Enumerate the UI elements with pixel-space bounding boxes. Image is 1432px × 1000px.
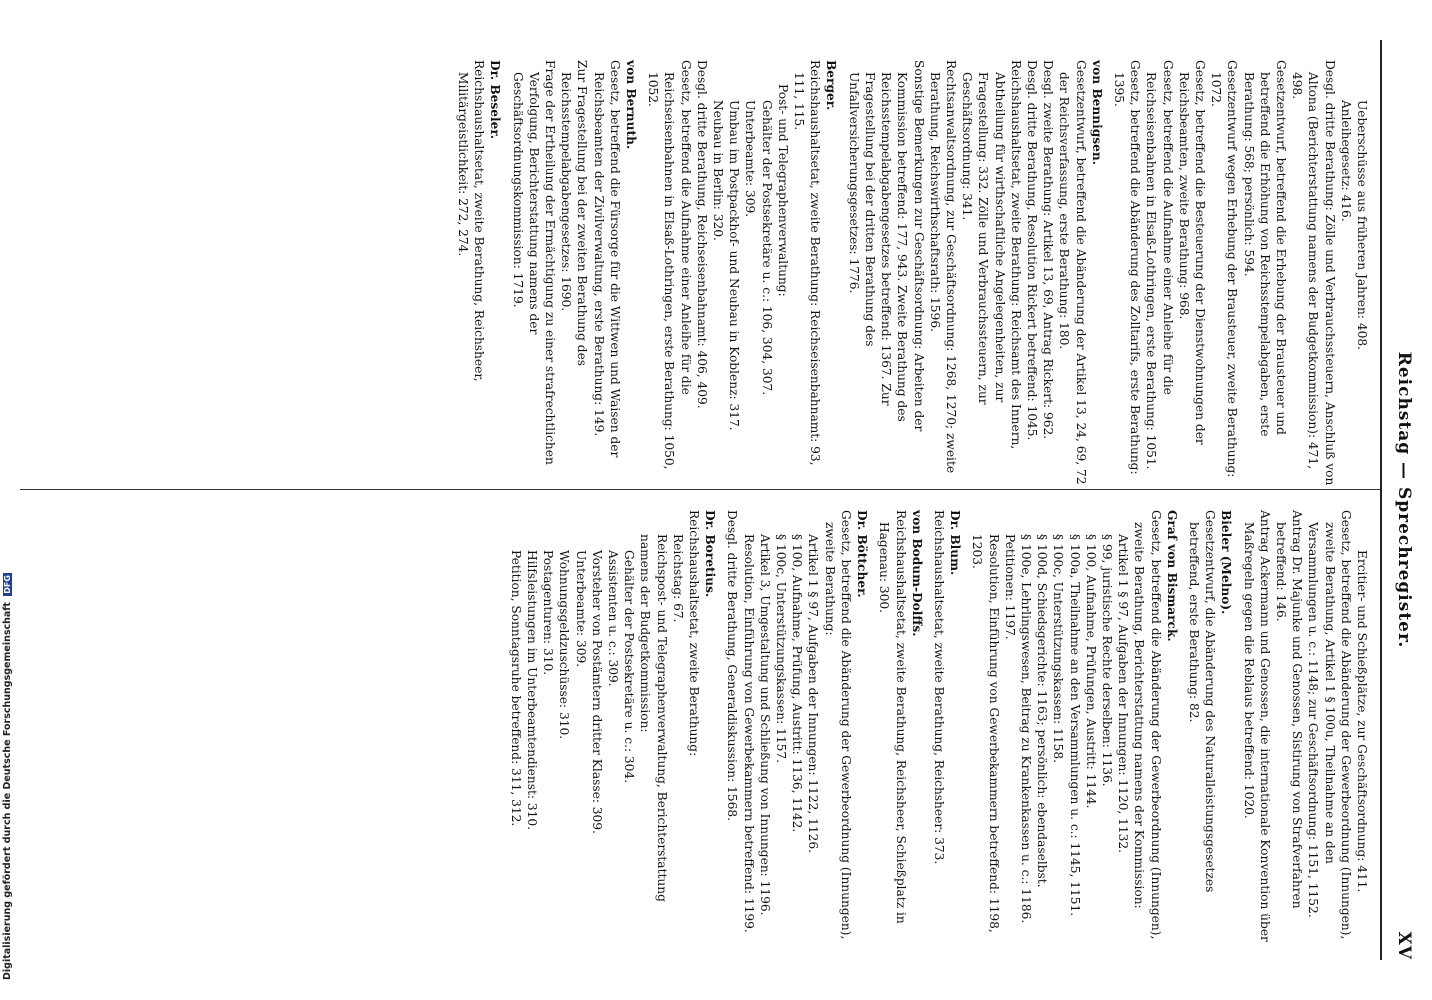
speaker-name: von Bernuth. [624,60,639,150]
register-entry: Postagenturen: 310. [541,550,556,676]
register-entry: Unterbeamte: 309. [573,550,588,668]
page-title: Reichstag — Sprechregister. [1394,351,1414,649]
register-entry: Desgl. dritte Berathung: Zölle und Verbrauchssteuern, Anschluß von Altona (Berichterstattung namens der Budgetkommission): 471, 498. [1290,60,1337,486]
register-entry: Resolution, Einführung von Gewerbekammern betreffend: 1198, 1203. [970,534,1001,933]
register-entry: Desgl. dritte Berathung, Reichseisenbahnamt: 406, 409. [694,60,709,409]
speaker-name: von Bennigsen. [1089,60,1104,165]
register-entry: Gesetz, betreffend die Aufnahme einer Anleihe für die Reichseisenbahnen in Elsaß-Lothringen, erste Berathung: 1051. [1144,60,1175,470]
register-entry: Gesetz, betreffend die Abänderung der Gewerbeordnung (Innungen), zweite Berathung, Artikel 1 § 100u, Theilnahme an den Versammlungen u. c.: 1148; zur Geschäftsordnung: 1151, 1152. [1306,510,1353,940]
speaker-name: Dr. Böttcher. [855,510,870,598]
register-entry: Petitionen: 1197. [1002,534,1017,640]
page-number: XV [1394,931,1414,960]
register-entry: Gesetz, betreffend die Fürsorge für die Wittwen und Waisen der Reichsbeamten der Zivilverwaltung, erste Berathung: 149. [591,60,622,458]
register-entry: Umbau im Postpackhof- und Neubau in Koblenz: 317. [727,100,742,431]
speaker-name: Graf von Bismarck. [1164,510,1179,642]
register-entry: Gesetzentwurf wegen Erhebung der Brausteuer, zweite Berathung: 1072. [1209,60,1240,478]
register-entry: Anleihegesetz: 416. [1338,100,1353,222]
register-entry: Antrag Dr. Majunke und Genossen, Sistirung von Strafverfahren betreffend: 146. [1273,510,1305,909]
register-entry: § 100c, Unterstützungskassen: 1158. [1051,534,1066,764]
register-entry: Desgl. dritte Berathung, Generaldiskussion: 1568. [725,510,740,822]
register-entry: Gehälter der Postsekretäre u. c.: 304. [622,550,637,784]
register-entry: Assistenten u. c.: 309. [606,550,621,687]
dfg-logo-icon: DFG [3,575,12,594]
register-entry: Petition, Sonntagsruhe betreffend: 311, 312. [508,550,523,827]
register-entry: Wohnungsgeldzuschüsse: 310. [557,550,572,740]
right-column [508,510,1370,945]
register-entry: Unterbeamte: 309. [743,100,758,218]
register-entry: Rechtsanwaltsordnung, zur Geschäftsordnung: 1268, 1270; zweite Berathung, Reichswirthschaftsrath: 1596. [927,60,958,474]
register-entry: Gesetzentwurf, die Abänderung des Naturalleistungsgesetzes betreffend, erste Berathung: 82. [1186,510,1218,893]
register-entry: Reichspost- und Telegraphenverwaltung, Berichterstattung namens der Budgetkommission: [638,534,669,902]
register-entry: § 100d, Schiedsgerichte: 1163; persönlich: ebendaselbst. [1035,534,1050,888]
register-entry: Neubau in Berlin: 320. [711,100,726,241]
speaker-name: Bieler (Melno). [1219,510,1234,615]
register-entry: Reichshaushaltsetat, zweite Berathung, Reichsheer, Schießplatz in Hagenau: 300. [877,510,908,924]
register-entry: Reichstag: 67. [670,534,685,623]
register-entry: Ueberschüsse aus früheren Jahren: 408. [1355,100,1369,350]
left-column [455,60,1370,495]
speaker-name: Berger. [824,60,839,111]
register-entry: Desgl. zweite Berathung: Artikel 13, 69, Antrag Rickert: 962. [1041,60,1056,440]
register-entry: Gesetz, betreffend die Abänderung der Gewerbeordnung (Innungen), zweite Berathung: [822,510,853,940]
header-rule [1380,40,1382,960]
register-entry: Gesetzentwurf, betreffend die Abänderung der Artikel 13, 24, 69, 72 der Reichsverfassung, erste Berathung: 180. [1057,60,1088,485]
register-entry: Gesetz, betreffend die Abänderung der Gewerbeordnung (Innungen), zweite Berathung, Berichterstattung namens der Kommission: [1132,510,1163,940]
register-entry: Reichshaushaltsetat, zweite Berathung: Reichseisenbahnamt: 93, 111, 115. [792,60,823,466]
register-entry: Reichshaushaltsetat, zweite Berathung, Reichsheer, Militärgeistlichkeit: 272, 274. [456,60,487,382]
speaker-name: Dr. Boretius. [703,510,718,598]
register-entry: Frage der Ertheilung der Ermächtigung zu einer strafrechtlichen Verfolgung, Berichterstattung namens der Geschäftsordnungskommission: 1719. [510,60,558,465]
register-entry: Post- und Telegraphenverwaltung: [775,84,790,297]
register-entry: Artikel 1 § 97, Aufgaben der Innungen: 1122, 1126. [806,534,821,854]
register-entry: Hilfsleistungen im Unterbeamtendienst: 310. [525,550,540,830]
register-entry: Gehälter der Postsekretäre u. c.: 106, 304, 307. [759,100,774,396]
page-header [1390,40,1414,960]
register-entry: § 100, Aufnahme, Prüfung, Austritt: 1136, 1142. [790,534,805,833]
register-entry: § 100, Aufnahme, Prüfungen, Austritt: 1144. [1083,534,1098,809]
register-entry: Sonstige Bemerkungen zur Geschäftsordnung: Arbeiten der Kommission betreffend: 177, 943. Zweite Berathung des Reichsstempelabgabengesetzes betreffend: 1367. Zur Fragestellung bei der dritten Berathung des Unfallversicherungsgesetzes: 1776. [846,60,926,432]
register-entry: Gesetzentwurf, betreffend die Erhebung der Brausteuer und betreffend die Erhöhung von Reichsstempelabgaben, erste Berathung: 568; persönlich: 594. [1241,60,1288,437]
register-entry: Reichshaushaltsetat, zweite Berathung: Reichsamt des Innern, Abtheilung für wirthschaftliche Angelegenheiten, zur Fragestellung: 332. Zölle und Verbrauchssteuern, zur Geschäftsordnung: 341. [960,60,1023,450]
footer-text [2,575,13,980]
register-entry: Gesetz, betreffend die Abänderung des Zolltarifs, erste Berathung: 1395. [1111,60,1143,475]
register-entry: Gesetz, betreffend die Besteuerung der Dienstwohnungen der Reichsbeamten, zweite Berathung: 968. [1176,60,1207,445]
register-entry: § 100e, Lehrlingswesen, Beitrag zu Krankenkassen u. c.: 1186. [1018,534,1033,924]
register-entry: Artikel 3, Umgestaltung und Schließung von Innungen: 1196. [757,534,772,916]
register-entry: Reichshaushaltsetat, zweite Berathung: [687,510,702,757]
register-entry: Ercitier- und Schießplätze, zur Geschäftsordnung: 411. [1355,550,1369,893]
footer-credit: Digitalisierung gefördert durch die Deutsche Forschungsgemeinschaft [2,602,13,980]
speaker-name: Dr. Blum. [948,510,963,576]
register-entry: § 100a, Theilnahme an den Versammlungen u. c.: 1145, 1151. [1067,534,1082,917]
register-entry: § 100c, Unterstützungskassen: 1157. [774,534,789,764]
register-entry: Desgl. dritte Berathung, Resolution Rickert betreffend: 1045. [1024,60,1039,441]
footer [2,575,16,980]
register-entry: Antrag Ackermann und Genossen, die internationale Konvention über Maßregeln gegen die Reblaus betreffend: 1020. [1241,510,1272,942]
register-entry: Gesetz, betreffend die Aufnahme einer Anleihe für die Reichseisenbahnen in Elsaß-Lothringen, erste Berathung: 1050, 1052. [646,60,693,470]
register-entry: Zur Fragestellung bei der zweiten Berathung des Reichsstempelabgabengesetzes: 1690. [559,60,590,367]
speaker-name: Dr. Beseler. [488,60,503,139]
register-entry: Reichshaushaltsetat, zweite Berathung, Reichsheer: 373. [931,510,946,865]
register-entry: Vorsteher von Postämtern dritter Klasse: 309. [589,550,604,834]
register-entry: § 99, juristische Rechte derselben: 1136. [1099,534,1114,787]
register-entry: Resolution, Einführung von Gewerbekammern betreffend: 1199. [741,534,756,933]
register-entry: Artikel 1 § 97, Aufgaben der Innungen: 1120, 1132. [1116,534,1131,854]
speaker-name: von Bodum-Dolffs. [909,510,924,637]
